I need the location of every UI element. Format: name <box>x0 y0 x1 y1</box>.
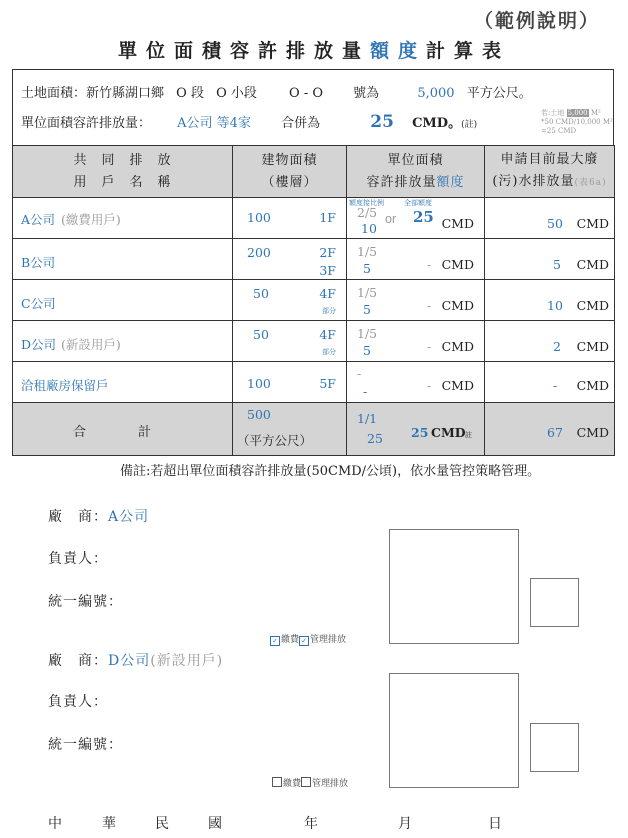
date-char-3: 民 <box>155 816 169 832</box>
row-cmd: CMD <box>441 339 474 354</box>
row-name-cell <box>13 239 233 280</box>
row-area: 50 <box>253 286 269 301</box>
row-discharge-unit: CMD <box>576 378 609 393</box>
header-discharge-l1: 申請目前最大廢 <box>500 152 599 167</box>
calc-line2: *50 CMD/10,000 M² <box>541 118 613 126</box>
header-discharge-l2b: (表6a) <box>574 178 607 188</box>
land-section: O 段 <box>176 86 204 101</box>
land-label: 土地面積： <box>21 86 87 101</box>
header-discharge <box>485 146 615 198</box>
row-ratio-top: 2/5 <box>357 205 378 220</box>
checkbox-managed[interactable]: ✓ 管理排放 <box>299 635 346 645</box>
allowance-unit: CMD。 <box>412 116 462 131</box>
total-allowance-cell <box>347 403 485 456</box>
sample-label: （範例說明） <box>473 10 600 32</box>
row-name: B公司 <box>21 255 56 270</box>
row-ratio-bottom: 5 <box>363 343 371 358</box>
calc-line1-unit: M² <box>590 109 601 117</box>
total-label-cell <box>13 403 233 456</box>
land-unit: 平方公尺。 <box>466 86 532 101</box>
id-label: 統一編號： <box>48 737 123 753</box>
land-line <box>21 82 532 101</box>
row-ratio-bottom: 5 <box>363 302 371 317</box>
table-row <box>13 280 615 321</box>
table-header-row <box>13 146 615 198</box>
row-quota: - <box>427 378 432 393</box>
date-char-1: 中 <box>48 816 62 832</box>
row-discharge: 50 <box>547 216 563 231</box>
header-users-l1: 共 同 排 放 <box>73 152 172 168</box>
calc-line3: =25 CMD <box>541 127 577 135</box>
header-discharge-l2a: (污)水排放量 <box>492 174 575 189</box>
row-quota: - <box>427 298 432 313</box>
table-row <box>13 239 615 280</box>
date-day: 日 <box>488 816 502 832</box>
row-cmd: CMD <box>441 257 474 272</box>
checkbox-fee[interactable]: ✓ 繳費 <box>270 635 299 645</box>
header-users-l2: 用 戶 名 稱 <box>73 174 172 190</box>
total-label: 合 計 <box>73 425 152 440</box>
date-char-4: 國 <box>208 816 222 832</box>
quota-table <box>12 145 615 456</box>
row-name-cell <box>13 198 233 239</box>
row-area: 100 <box>247 376 271 391</box>
total-area-unit: （平方公尺） <box>237 433 313 448</box>
header-allowance-l1: 單位面積 <box>387 152 444 168</box>
date-month: 月 <box>398 816 412 832</box>
row-discharge-cell <box>485 239 615 280</box>
vendor-line-2 <box>48 650 223 670</box>
vendor-label: 廠 商： <box>48 653 108 669</box>
row-discharge-cell <box>485 198 615 239</box>
calc-line1-area: 5,000 <box>567 109 588 117</box>
row-ratio-bottom: 5 <box>363 261 371 276</box>
land-location: 新竹縣湖口鄉 <box>86 86 165 101</box>
row-name: C公司 <box>21 296 56 311</box>
row-discharge-unit: CMD <box>576 298 609 313</box>
header-allowance-l2b: 額度 <box>436 174 465 190</box>
row-all-label: 全部額度 <box>404 199 432 207</box>
row-quota: 25 <box>413 208 434 226</box>
header-allowance-l2a: 容許排放量 <box>366 174 437 190</box>
date-year: 年 <box>304 816 318 832</box>
row-name: A公司 <box>21 212 56 227</box>
vendor-label: 廠 商： <box>48 509 108 525</box>
row-area: 50 <box>253 327 269 342</box>
checkbox-managed[interactable] <box>301 779 348 789</box>
total-note-mark: 註 <box>465 431 472 439</box>
allowance-companies: A公司 等4家 <box>177 116 251 131</box>
row-discharge: 5 <box>553 257 561 272</box>
row-discharge-unit: CMD <box>576 216 609 231</box>
row-name: 洽租廠房保留戶 <box>21 378 109 393</box>
table-row <box>13 321 615 362</box>
table-row <box>13 198 615 239</box>
allowance-line <box>21 112 477 132</box>
row-ratio-top: 1/5 <box>357 244 378 259</box>
total-cmd: CMD <box>431 425 466 440</box>
row-discharge-cell <box>485 321 615 362</box>
row-ratio-bottom: - <box>363 384 368 399</box>
total-row <box>13 403 615 456</box>
land-lot-suffix: 號為 <box>353 86 380 101</box>
row-area-cell <box>233 198 347 239</box>
row-area: 100 <box>247 210 271 225</box>
checkbox-fee[interactable] <box>272 779 301 789</box>
row-floor-note: 部分 <box>322 307 336 315</box>
row-discharge: 2 <box>553 339 561 354</box>
row-cmd: CMD <box>441 298 474 313</box>
header-users <box>13 146 233 198</box>
row-cmd: CMD <box>441 378 474 393</box>
row-discharge: - <box>553 378 558 393</box>
land-lot: O - O <box>289 86 324 101</box>
remark: 備註:若超出單位面積容許排放量(50CMD/公頃)，依水量管控策略管理。 <box>120 464 541 479</box>
row-ratio-top: 1/5 <box>357 326 378 341</box>
checkbox-group-1 <box>270 632 346 646</box>
row-area-cell <box>233 321 347 362</box>
row-discharge: 10 <box>547 298 563 313</box>
row-name-note: (新設用戶) <box>61 337 121 352</box>
row-area-cell <box>233 239 347 280</box>
row-discharge-cell <box>485 280 615 321</box>
owner-seal-box <box>530 578 579 627</box>
row-cmd: CMD <box>441 216 474 231</box>
row-quota: - <box>427 339 432 354</box>
row-ratio-top: - <box>357 366 362 381</box>
row-name-cell <box>13 362 233 403</box>
header-area-l1: 建物面積 <box>261 152 318 168</box>
row-ratio-bottom: 10 <box>361 221 377 236</box>
allowance-value: 25 <box>370 112 394 132</box>
table-row <box>13 362 615 403</box>
row-discharge-unit: CMD <box>576 339 609 354</box>
total-discharge: 67 <box>547 425 563 440</box>
row-floor: 2F <box>319 245 336 260</box>
land-subsection: O 小段 <box>216 86 257 101</box>
total-discharge-unit: CMD <box>576 425 609 440</box>
row-or: or <box>385 212 397 226</box>
header-area <box>233 146 347 198</box>
title-post: 計算表 <box>426 40 511 62</box>
header-allowance <box>347 146 485 198</box>
id-label: 統一編號： <box>48 594 123 610</box>
vendor-note: (新設用戶) <box>150 653 224 669</box>
land-area: 5,000 <box>417 86 455 101</box>
checkbox-managed-label: 管理排放 <box>312 779 349 789</box>
land-info-box <box>12 69 614 145</box>
row-area-cell <box>233 280 347 321</box>
row-floor: 4F <box>319 286 336 301</box>
company-seal-box <box>389 529 519 644</box>
row-allowance-cell <box>347 280 485 321</box>
owner-label: 負責人： <box>48 694 108 710</box>
row-floor: 1F <box>319 210 336 225</box>
header-discharge-l2 <box>485 171 614 194</box>
header-allowance-l2 <box>347 172 484 194</box>
total-discharge-cell <box>485 403 615 456</box>
row-name-cell <box>13 280 233 321</box>
row-allowance-cell <box>347 198 485 239</box>
total-ratio-top: 1/1 <box>357 411 378 426</box>
page-title <box>0 36 628 63</box>
row-ratio-top: 1/5 <box>357 285 378 300</box>
total-ratio-bottom: 25 <box>367 431 383 446</box>
row-allowance-cell <box>347 239 485 280</box>
row-floor: 4F <box>319 327 336 342</box>
date-char-2: 華 <box>102 816 116 832</box>
row-area: 200 <box>247 245 271 260</box>
row-name-cell <box>13 321 233 362</box>
row-area-cell <box>233 362 347 403</box>
checkbox-fee-label: 繳費 <box>283 779 302 789</box>
allowance-calc-note <box>541 109 613 136</box>
vendor-name: A公司 <box>108 509 150 525</box>
checkbox-managed-label: 管理排放 <box>310 635 347 645</box>
row-floor-2: 3F <box>319 263 336 278</box>
title-quota: 額度 <box>369 40 426 62</box>
title-pre: 單位面積容許排放量 <box>117 40 370 62</box>
allowance-label: 單位面積容許排放量： <box>21 116 152 131</box>
vendor-name: D公司 <box>108 653 151 669</box>
row-allowance-cell <box>347 362 485 403</box>
row-name: D公司 <box>21 337 57 352</box>
vendor-line-1 <box>48 506 149 526</box>
row-quota: - <box>427 257 432 272</box>
row-floor-note: 部分 <box>322 348 336 356</box>
total-area: 500 <box>247 407 271 422</box>
checkbox-fee-label: 繳費 <box>281 635 300 645</box>
allowance-note-mark: (註) <box>461 120 478 130</box>
owner-seal-box <box>530 723 579 772</box>
total-quota: 25 <box>411 425 429 440</box>
row-allowance-cell <box>347 321 485 362</box>
row-discharge-unit: CMD <box>576 257 609 272</box>
row-floor: 5F <box>319 376 336 391</box>
header-area-l2: （樓層） <box>261 174 318 190</box>
calc-line1-pre: 若:土地 <box>541 109 565 117</box>
row-discharge-cell <box>485 362 615 403</box>
checkbox-group-2 <box>272 776 348 789</box>
allowance-combined: 合併為 <box>281 116 321 131</box>
row-ratio-label: 額度接比例 <box>349 199 384 207</box>
total-area-cell <box>233 403 347 456</box>
company-seal-box <box>389 673 519 788</box>
row-name-note: (繳費用戶) <box>61 212 121 227</box>
owner-label: 負責人： <box>48 551 108 567</box>
